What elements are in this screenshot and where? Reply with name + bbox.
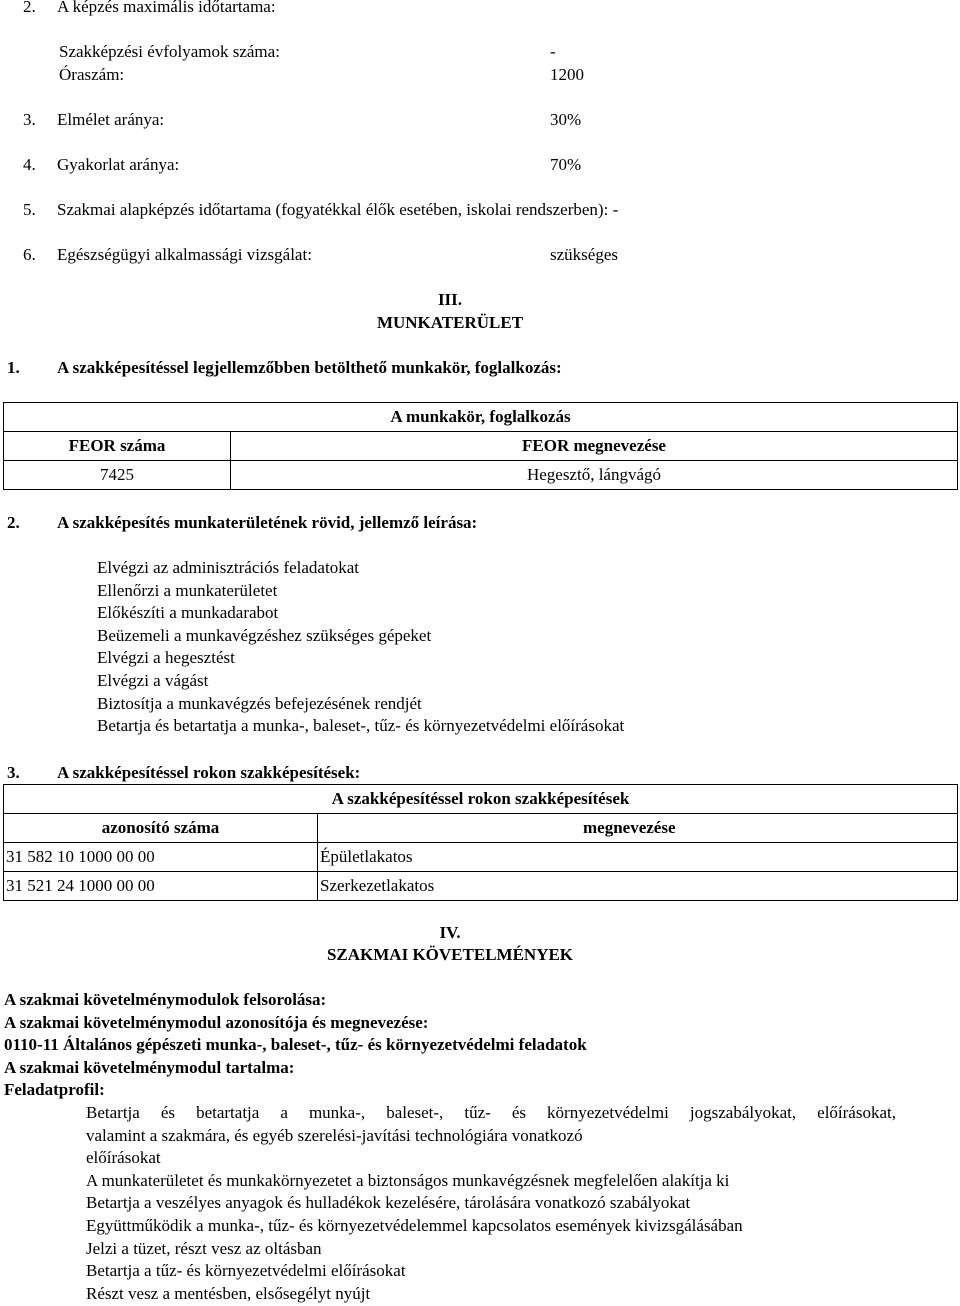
heading-2-text: A szakképesítés munkaterületének rövid, jellemző leírása:: [57, 513, 478, 532]
list-item: Betartja a veszélyes anyagok és hulladékok kezelésére, tárolására vonatkozó szabályokat: [86, 1193, 691, 1213]
section-4-title: SZAKMAI KÖVETELMÉNYEK: [326, 945, 574, 964]
item-5-label: Szakmai alapképzés időtartama (fogyatékkal élők esetében, iskolai rendszerben): -: [57, 200, 619, 219]
rokon-name-cell: Szerkezetlakatos: [318, 872, 958, 901]
list-item: Betartja és betartatja a munka-, baleset-, tűz- és környezetvédelmi jogszabályokat, előírásokat,: [86, 1103, 896, 1122]
module-list-label: A szakmai követelménymodulok felsorolása:: [4, 990, 327, 1009]
module-info: [4, 989, 587, 1102]
list-item: Beüzemeli a munkavégzéshez szükséges gépeket: [97, 625, 432, 645]
heading-3-text: A szakképesítéssel rokon szakképesítések:: [57, 763, 361, 782]
list-item: valamint a szakmára, és egyéb szerelési-javítási technológiára vonatkozó: [86, 1125, 583, 1145]
item-6-value: szükséges: [550, 245, 618, 264]
item-5-number: 5.: [23, 200, 36, 219]
feor-code-cell: 7425: [4, 461, 231, 490]
table-row: [4, 843, 958, 872]
item-2-label: A képzés maximális időtartama:: [57, 0, 276, 16]
list-item: Betartja és betartatja a munka-, baleset-, tűz- és környezetvédelmi előírásokat: [97, 716, 625, 736]
list-item: Elvégzi a hegesztést: [97, 648, 235, 668]
table-row: [4, 872, 958, 901]
section-3-title: MUNKATERÜLET: [376, 313, 524, 332]
section-3-roman: III.: [437, 290, 463, 309]
list-item: Jelzi a tüzet, részt vesz az oltásban: [86, 1238, 322, 1258]
item-3-label: Elmélet aránya:: [57, 110, 165, 129]
list-item: Betartja a tűz- és környezetvédelmi előírásokat: [86, 1261, 406, 1281]
evfolyam-label: Szakképzési évfolyamok száma:: [59, 42, 280, 61]
feor-name-header: FEOR megnevezése: [231, 432, 958, 461]
profile-label: Feladatprofil:: [4, 1080, 105, 1100]
item-4-number: 4.: [23, 155, 36, 174]
item-6-number: 6.: [23, 245, 36, 264]
oraszam-value: 1200: [550, 65, 584, 84]
list-item: Részt vesz a mentésben, elsősegélyt nyújt: [86, 1283, 371, 1303]
munkakor-table: [3, 402, 958, 490]
item-4-value: 70%: [550, 155, 582, 174]
section-4-roman: IV.: [439, 923, 461, 942]
munkakor-table-header: A munkakör, foglalkozás: [4, 403, 958, 432]
rokon-code-header: azonosító száma: [4, 814, 318, 843]
oraszam-label: Óraszám:: [59, 65, 125, 84]
list-item: A munkaterületet és munkakörnyezetet a biztonságos munkavégzésnek megfelelően alakítja ki: [86, 1170, 730, 1190]
module-id-value: 0110-11 Általános gépészeti munka-, baleset-, tűz- és környezetvédelmi feladatok: [4, 1035, 587, 1055]
list-item: Együttműködik a munka-, tűz- és környezetvédelemmel kapcsolatos események kivizsgálásában: [86, 1215, 743, 1235]
list-item: előírásokat: [86, 1148, 161, 1168]
heading-2-number: 2.: [7, 513, 20, 532]
heading-3-number: 3.: [7, 763, 20, 782]
evfolyam-value: -: [550, 42, 556, 61]
feor-name-cell: Hegesztő, lángvágó: [231, 461, 958, 490]
heading-1-number: 1.: [7, 358, 20, 377]
task-list: [97, 557, 624, 738]
item-4-label: Gyakorlat aránya:: [57, 155, 180, 174]
feor-code-header: FEOR száma: [4, 432, 231, 461]
rokon-table: [3, 784, 958, 901]
heading-1-text: A szakképesítéssel legjellemzőbben betölthető munkakör, foglalkozás:: [57, 358, 562, 377]
rokon-code-cell: 31 521 24 1000 00 00: [4, 872, 318, 901]
table-row: [4, 461, 958, 490]
list-item: Elvégzi a vágást: [97, 670, 209, 690]
rokon-name-header: megnevezése: [318, 814, 958, 843]
module-content-label: A szakmai követelménymodul tartalma:: [4, 1057, 295, 1077]
rokon-table-header: A szakképesítéssel rokon szakképesítések: [4, 785, 958, 814]
item-6-label: Egészségügyi alkalmassági vizsgálat:: [57, 245, 312, 264]
module-id-label: A szakmai követelménymodul azonosítója és megnevezése:: [4, 1012, 429, 1032]
rokon-name-cell: Épületlakatos: [318, 843, 958, 872]
list-item: Előkészíti a munkadarabot: [97, 603, 279, 623]
list-item: Biztosítja a munkavégzés befejezésének rendjét: [97, 693, 422, 713]
list-item: Elvégzi az adminisztrációs feladatokat: [97, 558, 359, 577]
item-3-value: 30%: [550, 110, 582, 129]
item-2-number: 2.: [23, 0, 36, 16]
item-3-number: 3.: [23, 110, 36, 129]
profile-list: [86, 1102, 896, 1305]
rokon-code-cell: 31 582 10 1000 00 00: [4, 843, 318, 872]
list-item: Ellenőrzi a munkaterületet: [97, 580, 278, 600]
